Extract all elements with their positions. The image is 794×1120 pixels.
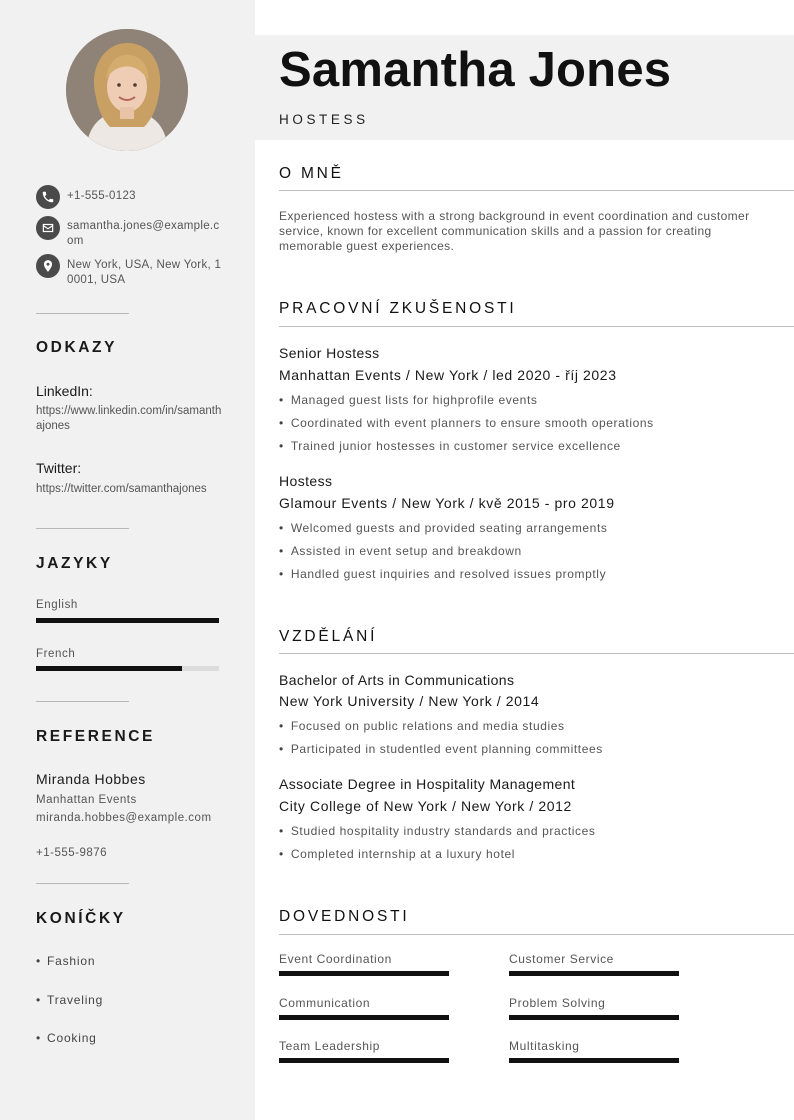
job-bullet-text: Trained junior hostesses in customer service excellence: [290, 439, 621, 453]
job-bullet: [279, 416, 654, 430]
bullet-dot: •: [279, 847, 284, 861]
reference-company: Manhattan Events: [36, 794, 137, 806]
reference-phone: +1-555-9876: [36, 847, 108, 859]
degree-title: Bachelor of Arts in Communications: [279, 672, 515, 688]
job-bullet: [279, 393, 537, 407]
skill-level-bar: [279, 1058, 449, 1063]
section-rule: [279, 653, 794, 654]
skill-name: Communication: [279, 996, 371, 1010]
hobbies-heading: KONÍČKY: [36, 910, 126, 927]
reference-name: Miranda Hobbes: [36, 771, 146, 787]
job-title-entry: Hostess: [279, 473, 333, 489]
phone-icon: [36, 185, 60, 209]
map-pin-icon: [36, 254, 60, 278]
about-text: Experienced hostess with a strong background in event coordination and customer service, known for excellent communication skills and a passion for creating memorable guest experiences.: [279, 209, 750, 253]
education-bullet: [279, 847, 515, 861]
linkedin-label: LinkedIn:: [36, 383, 93, 399]
language-name: English: [36, 599, 78, 611]
bullet-dot: •: [279, 544, 284, 558]
language-level-bar: [36, 618, 219, 623]
bullet-dot: •: [279, 393, 284, 407]
languages-heading: JAZYKY: [36, 555, 113, 572]
bullet-dot: •: [279, 824, 284, 838]
degree-subtitle: City College of New York / New York / 2012: [279, 798, 572, 814]
skill-level-fill: [279, 1015, 449, 1020]
degree-title: Associate Degree in Hospitality Management: [279, 776, 576, 792]
skill-level-bar: [279, 1015, 449, 1020]
language-level-bar: [36, 666, 219, 671]
bullet-dot: •: [279, 719, 284, 733]
contact-address-text: New York, USA, New York, 10001, USA: [67, 259, 222, 286]
education-bullet: [279, 742, 603, 756]
contact-email: [36, 216, 236, 249]
skill-name: Multitasking: [509, 1039, 580, 1053]
skill-name: Event Coordination: [279, 952, 392, 966]
job-title: HOSTESS: [279, 112, 369, 127]
job-title-entry: Senior Hostess: [279, 345, 380, 361]
skill-level-bar: [509, 971, 679, 976]
reference-email[interactable]: miranda.hobbes@example.com: [36, 812, 212, 824]
bullet-dot: •: [279, 742, 284, 756]
skill-level-fill: [509, 971, 679, 976]
bullet-dot: •: [36, 1031, 42, 1045]
language-name: French: [36, 648, 76, 660]
contact-phone-text: +1-555-0123: [67, 190, 136, 202]
job-bullet: [279, 521, 608, 535]
reference-heading: REFERENCE: [36, 728, 155, 745]
skill-level-bar: [279, 971, 449, 976]
bullet-dot: •: [36, 954, 42, 968]
bullet-dot: •: [279, 567, 284, 581]
job-subtitle: Manhattan Events / New York / led 2020 - říj 2023: [279, 367, 617, 383]
experience-heading: PRACOVNÍ ZKUŠENOSTI: [279, 300, 517, 317]
degree-subtitle: New York University / New York / 2014: [279, 693, 540, 709]
person-name: Samantha Jones: [279, 43, 672, 97]
section-rule: [279, 934, 794, 935]
education-bullet-text: Focused on public relations and media studies: [290, 719, 565, 733]
education-bullet: [279, 824, 596, 838]
skill-level-fill: [279, 971, 449, 976]
job-bullet-text: Welcomed guests and provided seating arrangements: [290, 521, 608, 535]
job-bullet: [279, 439, 621, 453]
contact-address: [36, 254, 236, 288]
twitter-label: Twitter:: [36, 460, 82, 476]
skill-level-fill: [509, 1015, 679, 1020]
sidebar-divider: [36, 883, 129, 884]
sidebar-divider: [36, 528, 129, 529]
section-rule: [279, 190, 794, 191]
bullet-dot: •: [279, 439, 284, 453]
hobby-label: Fashion: [47, 954, 96, 968]
linkedin-url[interactable]: https://www.linkedin.com/in/samanthajones: [36, 405, 222, 432]
job-subtitle: Glamour Events / New York / kvě 2015 - pro 2019: [279, 495, 615, 511]
sidebar-divider: [36, 701, 129, 702]
skills-heading: DOVEDNOSTI: [279, 908, 410, 925]
envelope-icon: [36, 216, 60, 240]
language-level-fill: [36, 618, 219, 623]
education-heading: VZDĚLÁNÍ: [279, 628, 378, 645]
skill-name: Team Leadership: [279, 1039, 381, 1053]
skill-level-fill: [279, 1058, 449, 1063]
language-level-fill: [36, 666, 182, 671]
skill-level-fill: [509, 1058, 679, 1063]
skill-level-bar: [509, 1058, 679, 1063]
contact-phone: [36, 185, 236, 209]
job-bullet-text: Managed guest lists for highprofile events: [290, 393, 538, 407]
links-heading: ODKAZY: [36, 339, 118, 356]
hobby-item: [36, 954, 95, 968]
bullet-dot: •: [36, 993, 42, 1007]
education-bullet-text: Studied hospitality industry standards and practices: [290, 824, 596, 838]
education-bullet-text: Completed internship at a luxury hotel: [290, 847, 516, 861]
twitter-url[interactable]: https://twitter.com/samanthajones: [36, 483, 207, 495]
job-bullet: [279, 567, 606, 581]
skill-name: Customer Service: [509, 952, 614, 966]
section-rule: [279, 326, 794, 327]
bullet-dot: •: [279, 521, 284, 535]
contact-email-text[interactable]: samantha.jones@example.com: [67, 220, 220, 247]
job-bullet-text: Assisted in event setup and breakdown: [290, 544, 522, 558]
hobby-label: Traveling: [47, 993, 104, 1007]
hobby-label: Cooking: [47, 1031, 97, 1045]
job-bullet-text: Handled guest inquiries and resolved issues promptly: [290, 567, 607, 581]
hobby-item: [36, 1031, 97, 1045]
job-bullet: [279, 544, 522, 558]
about-heading: O MNĚ: [279, 165, 344, 182]
education-bullet-text: Participated in studentled event planning committees: [290, 742, 603, 756]
education-bullet: [279, 719, 565, 733]
sidebar-divider: [36, 313, 129, 314]
skill-name: Problem Solving: [509, 996, 606, 1010]
bullet-dot: •: [279, 416, 284, 430]
avatar: [66, 29, 188, 151]
job-bullet-text: Coordinated with event planners to ensure smooth operations: [290, 416, 654, 430]
sidebar: [0, 0, 255, 1120]
skill-level-bar: [509, 1015, 679, 1020]
hobby-item: [36, 993, 103, 1007]
portrait-image: [66, 29, 188, 151]
